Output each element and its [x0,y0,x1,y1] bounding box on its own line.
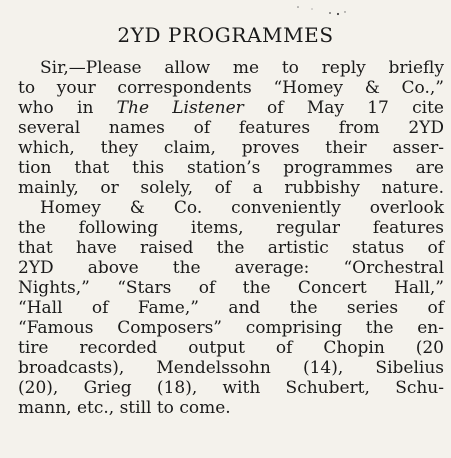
body-line-9: the following items, regular features [18,218,444,238]
body-line-7: mainly, or solely, of a rubbishy nature. [18,178,444,198]
body-line-5: which, they claim, proves their asser- [18,138,444,158]
publication-name: The Listener [116,98,244,118]
body-line-4: several names of features from 2YD [18,118,444,138]
body-line-15: tire recorded output of Chopin (20 [18,338,444,358]
body-line-17: (20), Grieg (18), with Schubert, Schu- [18,378,444,398]
body-line-6: tion that this station’s programmes are [18,158,444,178]
body-line-14: “Famous Composers” comprising the en- [18,318,444,338]
body-line-1: Sir,—Please allow me to reply briefly [40,58,444,78]
body-line-11: 2YD above the average: “Orchestral [18,258,444,278]
body-line-10: that have raised the artistic status of [18,238,444,258]
print-specks-decoration [290,4,360,18]
body-line-16: broadcasts), Mendelssohn (14), Sibelius [18,358,444,378]
body-line-3-end: of May 17 cite [243,98,444,118]
body-line-2: to your correspondents “Homey & Co.,” [18,78,444,98]
body-line-3 [18,98,444,118]
body-line-18: mann, etc., still to come. [18,398,231,418]
article-title: 2YD PROGRAMMES [117,23,334,47]
body-line-12: Nights,” “Stars of the Concert Hall,” [18,278,444,298]
body-line-13: “Hall of Fame,” and the series of [18,298,444,318]
body-line-3-start: who in [18,98,117,118]
body-line-8: Homey & Co. conveniently overlook [40,198,444,218]
